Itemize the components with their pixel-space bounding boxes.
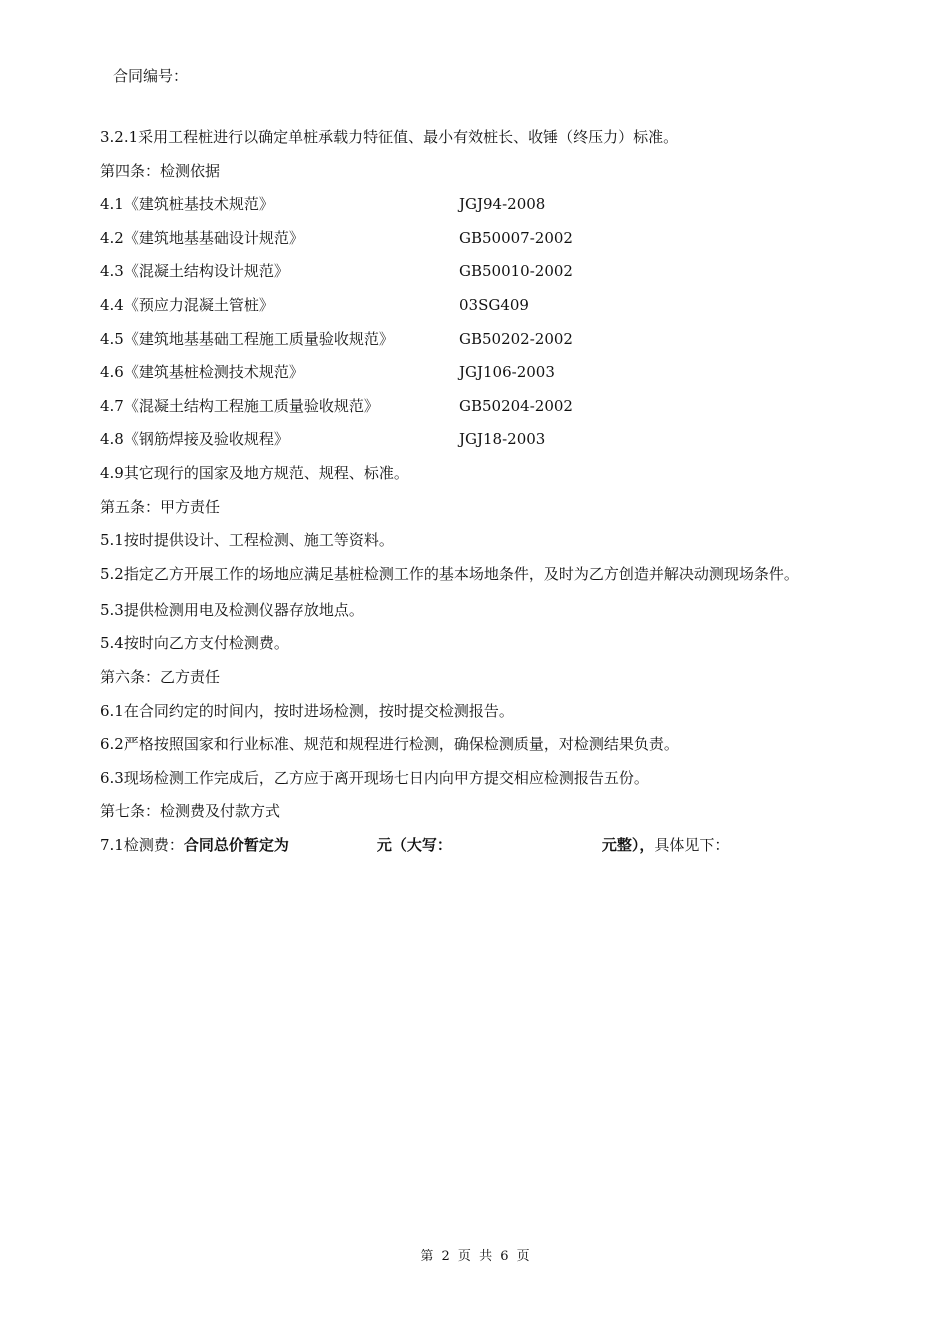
standard-row	[100, 356, 870, 390]
standard-name: 4.4《预应力混凝土管桩》	[100, 295, 274, 314]
standard-name: 4.5《建筑地基基础工程施工质量验收规范》	[100, 329, 394, 348]
page-label-di: 第	[420, 1249, 434, 1264]
document-body	[100, 121, 870, 862]
article-5-title: 第五条：甲方责任	[100, 497, 221, 516]
clause-6-3: 6.3现场检测工作完成后，乙方应于离开现场七日内向甲方提交相应检测报告五份。	[100, 768, 649, 787]
standard-name: 4.6《建筑基桩检测技术规范》	[100, 363, 304, 382]
article-6-title: 第六条：乙方责任	[100, 667, 221, 686]
fee-prefix: 7.1检测费：	[100, 835, 184, 854]
standard-code: GB50010-2002	[459, 262, 573, 281]
article-4-title: 第四条：检测依据	[100, 161, 221, 180]
clause-5-1: 5.1按时提供设计、工程检测、施工等资料。	[100, 531, 394, 550]
standards-list	[100, 188, 870, 457]
article-7-title: 第七条：检测费及付款方式	[100, 802, 281, 821]
page-footer	[0, 1248, 950, 1266]
standard-row	[100, 188, 870, 222]
standard-name: 4.3《混凝土结构设计规范》	[100, 262, 289, 281]
clause-3-2-1: 3.2.1采用工程桩进行以确定单桩承载力特征值、最小有效桩长、收锤（终压力）标准。	[100, 128, 679, 146]
page-current: 2	[441, 1249, 450, 1264]
standard-row	[100, 255, 870, 289]
standard-code: JGJ94-2008	[459, 195, 546, 214]
page-label-gong: 共	[479, 1249, 493, 1264]
contract-number-label: 合同编号：	[113, 67, 189, 85]
page-label-ye: 页	[457, 1249, 471, 1264]
clause-4-9: 4.9其它现行的国家及地方规范、规程、标准。	[100, 463, 409, 482]
clause-5-3: 5.3提供检测用电及检测仪器存放地点。	[100, 600, 364, 619]
standard-row	[100, 289, 870, 323]
standard-code: JGJ18-2003	[459, 430, 546, 449]
standard-name: 4.7《混凝土结构工程施工质量验收规范》	[100, 396, 379, 415]
standard-code: GB50007-2002	[459, 228, 573, 247]
clause-5-2: 5.2指定乙方开展工作的场地应满足基桩检测工作的基本场地条件，及时为乙方创造并解决动测现场条件。	[100, 564, 799, 583]
clause-7-1	[100, 829, 870, 863]
clause-5-4: 5.4按时向乙方支付检测费。	[100, 634, 289, 653]
standard-code: 03SG409	[459, 295, 529, 314]
page-label-ye2: 页	[516, 1249, 530, 1264]
standard-code: JGJ106-2003	[459, 363, 555, 382]
standard-code: GB50202-2002	[459, 329, 573, 348]
standard-name: 4.2《建筑地基基础设计规范》	[100, 228, 304, 247]
clause-6-2: 6.2严格按照国家和行业标准、规范和规程进行检测，确保检测质量，对检测结果负责。	[100, 735, 679, 754]
standard-row	[100, 423, 870, 457]
fee-total-label: 合同总价暂定为	[183, 835, 289, 854]
fee-whole-label: 元整），	[601, 835, 655, 854]
clause-6-1: 6.1在合同约定的时间内，按时进场检测，按时提交检测报告。	[100, 701, 514, 720]
standard-row	[100, 222, 870, 256]
standard-name: 4.1《建筑桩基技术规范》	[100, 195, 274, 214]
standard-name: 4.8《钢筋焊接及验收规程》	[100, 430, 289, 449]
standard-row	[100, 323, 870, 357]
standard-code: GB50204-2002	[459, 396, 573, 415]
standard-row	[100, 390, 870, 424]
fee-capital-label: 元（大写：	[376, 835, 452, 854]
page-total: 6	[500, 1249, 509, 1264]
fee-suffix: 具体见下：	[654, 835, 730, 854]
